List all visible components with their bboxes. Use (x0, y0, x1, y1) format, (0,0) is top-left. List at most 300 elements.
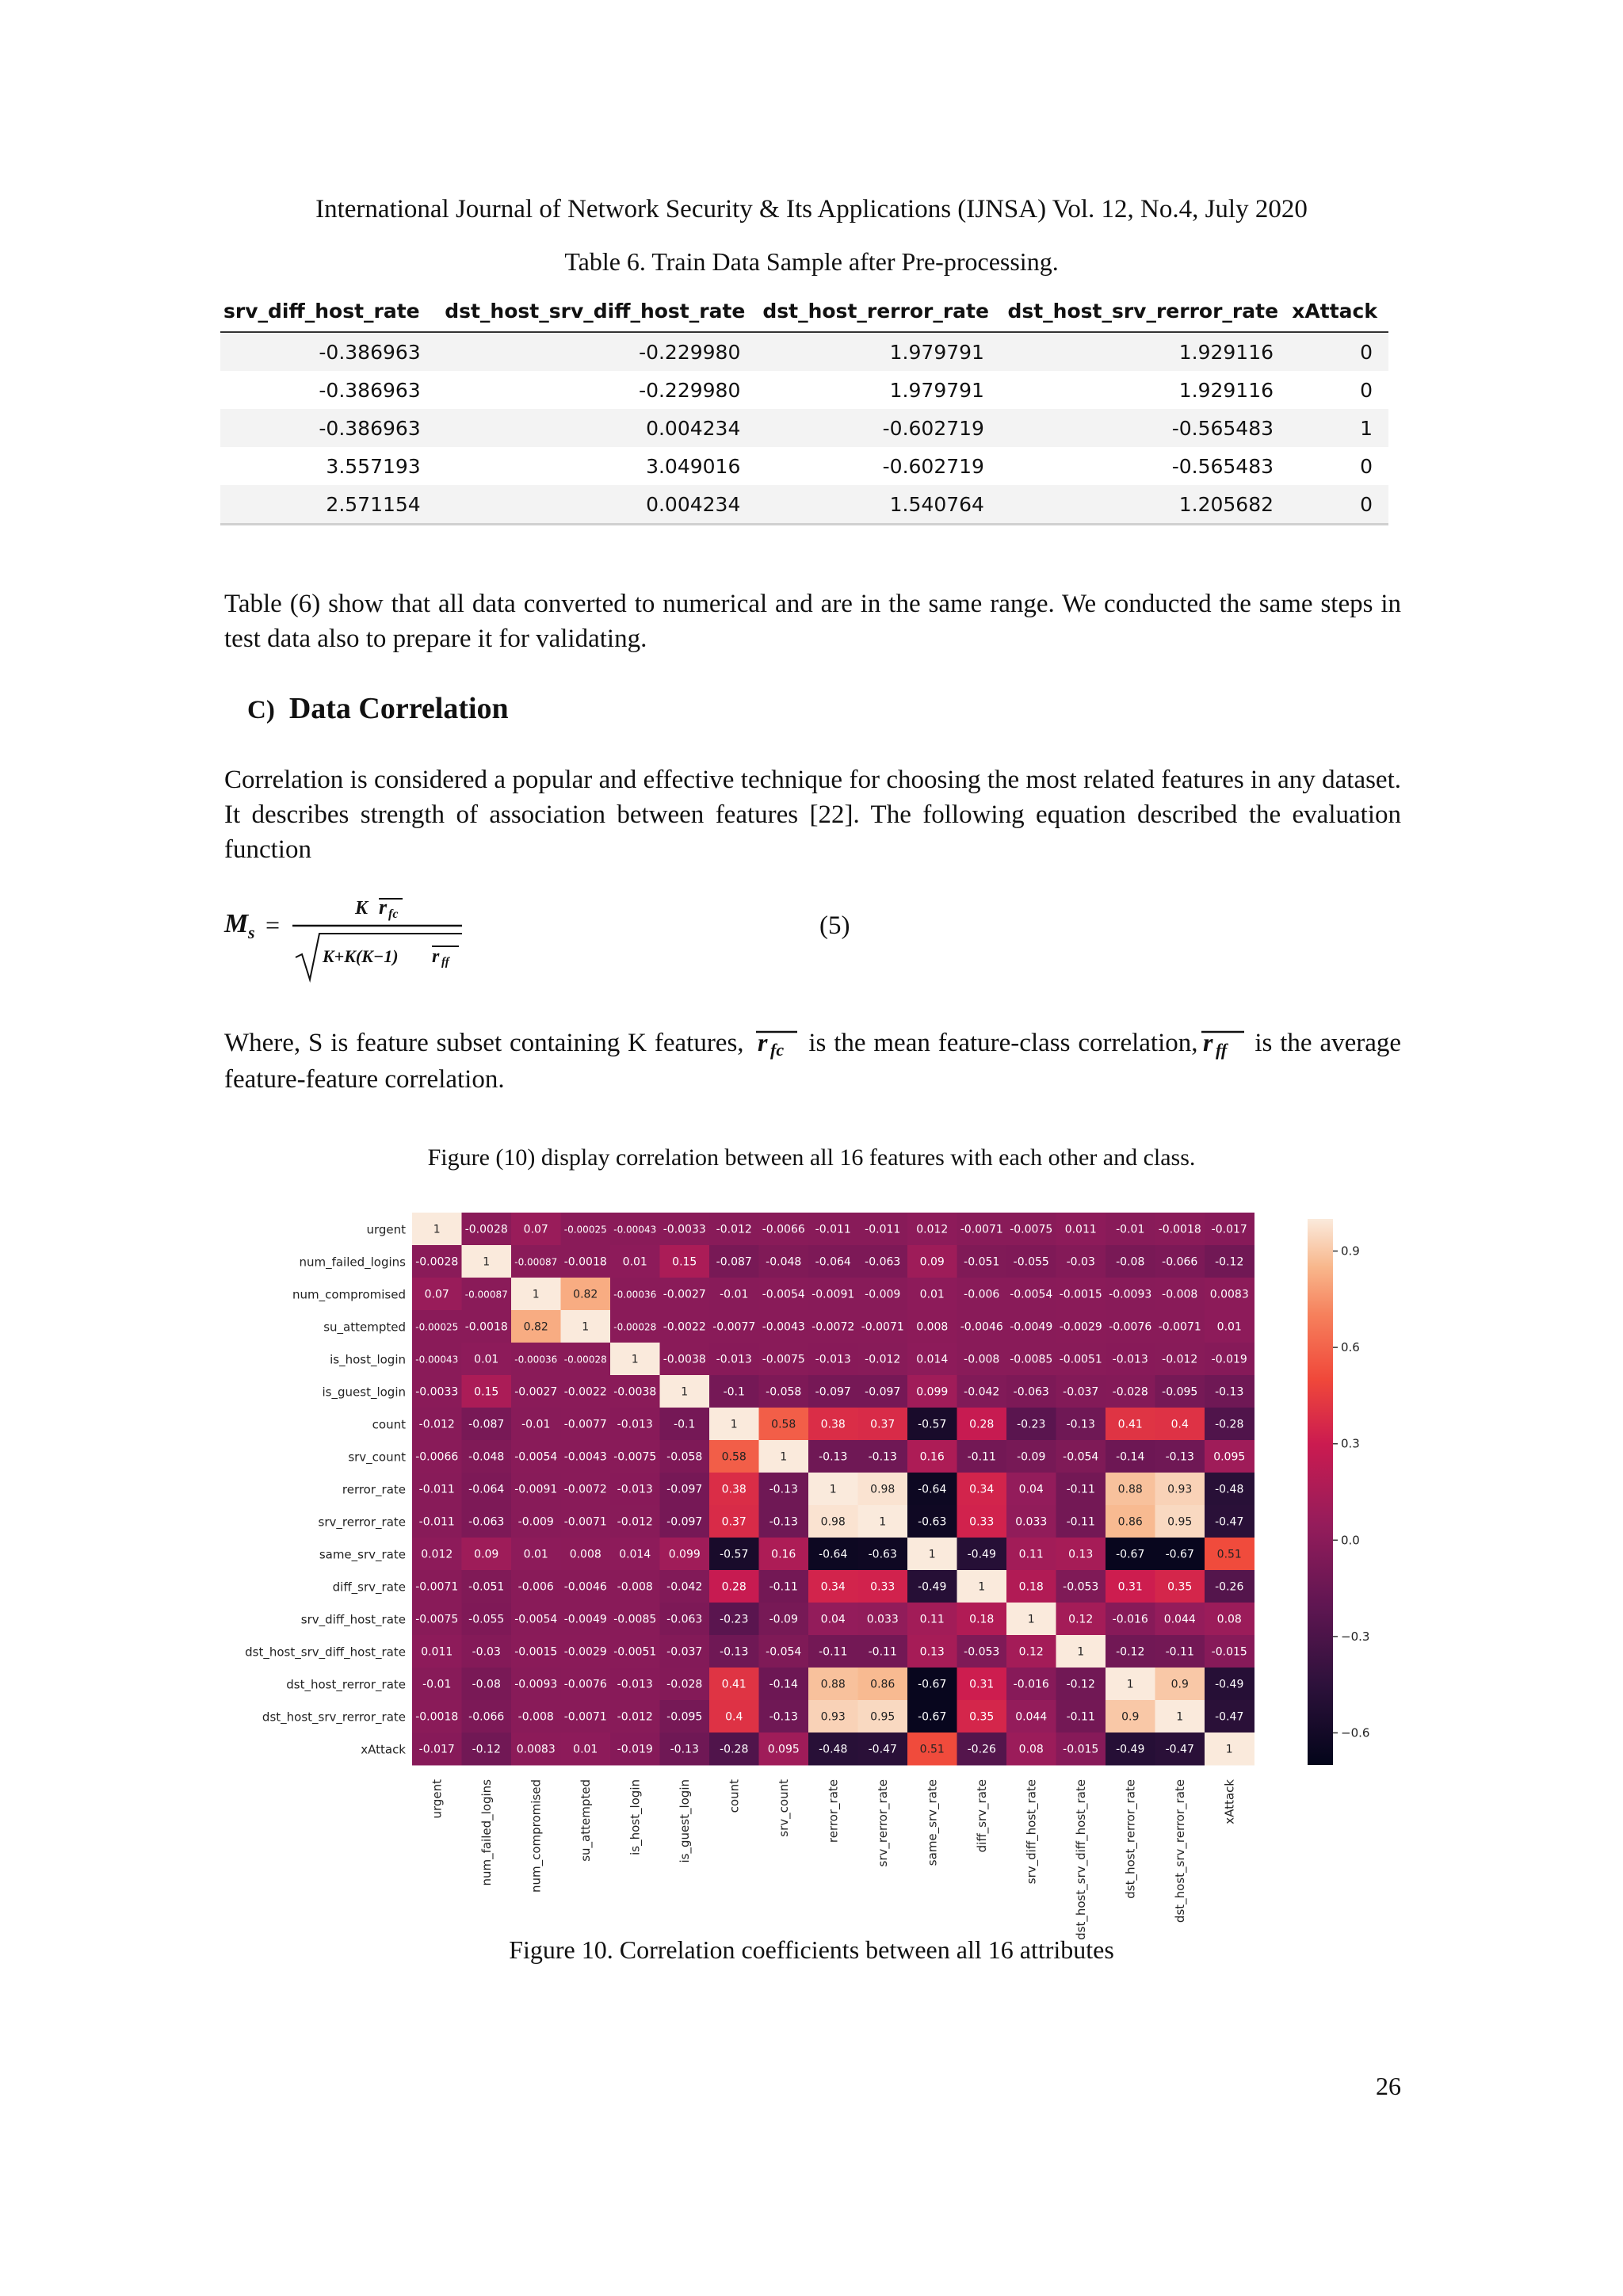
paragraph-where (224, 1026, 1401, 1097)
heatmap-cell-label: 0.35 (1167, 1580, 1193, 1594)
heatmap-cell-label: -0.11 (967, 1450, 996, 1464)
heatmap-cell-label: -0.49 (1215, 1678, 1244, 1691)
heatmap-cell-label: -0.48 (819, 1743, 848, 1756)
equation-number: (5) (819, 911, 850, 940)
heatmap-cell-label: 0.011 (1064, 1223, 1097, 1236)
heatmap-cell-label: -0.0071 (563, 1710, 607, 1724)
heatmap-cell-label: 0.95 (870, 1710, 896, 1724)
heatmap-cell-label: -0.13 (1165, 1450, 1194, 1464)
heatmap-cell-label: 0.13 (1068, 1548, 1094, 1561)
table-cell: -0.386963 (220, 332, 437, 371)
heatmap-cell-label: -0.11 (1066, 1515, 1095, 1529)
heatmap-cell-label: -0.087 (716, 1255, 752, 1269)
heatmap-cell-label: -0.0043 (563, 1450, 607, 1464)
heatmap-cell-label: 0.01 (523, 1548, 548, 1561)
svg-text:=: = (265, 911, 281, 939)
heatmap-cell-label: -0.49 (1116, 1743, 1145, 1756)
table-header-cell: srv_diff_host_rate (220, 292, 437, 332)
heatmap-cell-label: -0.00043 (613, 1224, 657, 1236)
where-text-1: Where, S is feature subset containing K features, (224, 1029, 744, 1057)
heatmap-cell-label: 0.15 (474, 1385, 499, 1399)
y-tick-label: dst_host_srv_rerror_rate (262, 1710, 406, 1725)
heatmap-cell-label: -0.0066 (415, 1450, 459, 1464)
heatmap-cell-label: -0.47 (1165, 1743, 1194, 1756)
x-tick-label: su_attempted (578, 1779, 593, 1862)
heatmap-cell-label: -0.009 (865, 1288, 901, 1301)
heatmap-cell-label: -0.47 (1215, 1515, 1244, 1529)
table-header-row (220, 292, 1388, 332)
where-text-3: is the average feature-feature correlation. (224, 1029, 1402, 1095)
table-cell: 0.004234 (437, 485, 757, 525)
heatmap-cell-label: -0.00028 (613, 1321, 657, 1333)
heatmap-cell-label: 1 (483, 1255, 491, 1269)
equation-merit (224, 892, 478, 988)
heatmap-cell-label: 0.33 (969, 1515, 995, 1529)
heatmap-cell-label: -0.12 (1116, 1645, 1145, 1659)
table-row (220, 409, 1388, 447)
heatmap-cell-label: -0.011 (418, 1483, 455, 1496)
heatmap-cell-label: -0.13 (1066, 1418, 1095, 1431)
table-cell: 1.979791 (756, 332, 1000, 371)
heatmap-cell-label: -0.0049 (563, 1613, 607, 1626)
correlation-heatmap (214, 1197, 1370, 1940)
table-row (220, 371, 1388, 409)
heatmap-cell-label: -0.11 (769, 1580, 798, 1594)
y-tick-label: num_compromised (292, 1287, 406, 1302)
heatmap-cell-label: -0.03 (472, 1645, 501, 1659)
heatmap-cell-label: -0.0054 (762, 1288, 805, 1301)
heatmap-cell-label: 0.4 (1170, 1418, 1189, 1431)
heatmap-cell-label: -0.0093 (514, 1678, 558, 1691)
x-tick-label: num_compromised (529, 1779, 544, 1893)
table-cell: -0.229980 (437, 332, 757, 371)
table-header-cell: dst_host_rerror_rate (756, 292, 1000, 332)
heatmap-cell-label: -0.051 (964, 1255, 1000, 1269)
heatmap-cell-label: 0.07 (523, 1223, 548, 1236)
heatmap-cell-label: -0.008 (964, 1353, 1000, 1366)
x-tick-label: same_srv_rate (925, 1779, 940, 1866)
table-cell: 1.205682 (1000, 485, 1289, 525)
heatmap-cell-label: 0.9 (1170, 1678, 1189, 1691)
heatmap-cell-label: 0.01 (474, 1353, 499, 1366)
heatmap-cell-label: -0.64 (819, 1548, 848, 1561)
x-tick-label: num_failed_logins (479, 1779, 494, 1886)
heatmap-cell-label: -0.053 (1063, 1580, 1099, 1594)
heatmap-cell-label: 0.16 (919, 1450, 945, 1464)
heatmap-cell-label: -0.0085 (613, 1613, 657, 1626)
heatmap-cell-label: -0.0015 (1059, 1288, 1102, 1301)
heatmap-cell-label: -0.0022 (563, 1385, 607, 1399)
heatmap-cell-label: -0.00025 (415, 1321, 459, 1333)
y-tick-label: xAttack (361, 1742, 406, 1757)
heatmap-cell-label: -0.054 (1063, 1450, 1099, 1464)
heatmap-cell-label: 0.014 (619, 1548, 651, 1561)
heatmap-cell-label: 0.93 (820, 1710, 846, 1724)
heatmap-cell-label: -0.0027 (514, 1385, 558, 1399)
heatmap-cell-label: -0.066 (1162, 1255, 1198, 1269)
heatmap-cell-label: -0.008 (1162, 1288, 1198, 1301)
heatmap-cell-label: 0.12 (1068, 1613, 1094, 1626)
heatmap-cell-label: 0.4 (725, 1710, 743, 1724)
heatmap-cell-label: -0.08 (472, 1678, 501, 1691)
heatmap-cell-label: 0.28 (721, 1580, 747, 1594)
heatmap-cell-label: 0.012 (916, 1223, 949, 1236)
heatmap-cell-label: 1 (730, 1418, 738, 1431)
x-tick-label: is_guest_login (677, 1779, 692, 1863)
heatmap-cell-label: 1 (1027, 1613, 1035, 1626)
heatmap-cell-label: -0.49 (918, 1580, 947, 1594)
heatmap-cell-label: -0.0075 (613, 1450, 657, 1464)
svg-text:r: r (432, 946, 440, 967)
heatmap-cell-label: -0.0038 (663, 1353, 706, 1366)
svg-text:r: r (1202, 1028, 1212, 1057)
y-tick-label: is_host_login (330, 1352, 406, 1367)
table-cell: 1 (1289, 409, 1388, 447)
svg-text:ff: ff (1215, 1040, 1227, 1060)
heatmap-cell-label: 0.044 (1163, 1613, 1196, 1626)
heatmap-cell-label: -0.0043 (762, 1320, 805, 1334)
heatmap-cell-label: -0.055 (1013, 1255, 1049, 1269)
heatmap-cell-label: 0.38 (820, 1418, 846, 1431)
heatmap-cell-label: -0.12 (1066, 1678, 1095, 1691)
heatmap-cell-label: 0.86 (870, 1678, 896, 1691)
heatmap-cell-label: -0.0049 (1010, 1320, 1053, 1334)
heatmap-cell-label: -0.49 (967, 1548, 996, 1561)
heatmap-cell-label: 0.13 (919, 1645, 945, 1659)
heatmap-cell-label: -0.013 (716, 1353, 752, 1366)
heatmap-cell-label: -0.0076 (563, 1678, 607, 1691)
svg-text:K+K(K−1): K+K(K−1) (323, 946, 399, 966)
heatmap-cell-label: -0.13 (868, 1450, 897, 1464)
heatmap-cell-label: -0.00036 (613, 1289, 657, 1301)
heatmap-cell-label: -0.028 (1112, 1385, 1148, 1399)
heatmap-cell-label: -0.13 (1215, 1385, 1244, 1399)
heatmap-cell-label: -0.11 (868, 1645, 897, 1659)
colorbar (1308, 1219, 1333, 1765)
heatmap-cell-label: -0.013 (815, 1353, 851, 1366)
heatmap-cell-label: -0.097 (815, 1385, 851, 1399)
heatmap-cell-label: 0.011 (421, 1645, 453, 1659)
heatmap-cell-label: -0.012 (865, 1353, 901, 1366)
heatmap-cell-label: -0.0051 (613, 1645, 657, 1659)
heatmap-cell-label: -0.13 (769, 1515, 798, 1529)
heatmap-cell-label: 0.18 (1018, 1580, 1044, 1594)
heatmap-cell-label: 1 (978, 1580, 986, 1594)
table-cell: -0.386963 (220, 409, 437, 447)
heatmap-cell-label: -0.63 (868, 1548, 897, 1561)
heatmap-cell-label: 0.15 (672, 1255, 697, 1269)
heatmap-cell-label: -0.064 (468, 1483, 505, 1496)
heatmap-cell-label: -0.00043 (415, 1354, 459, 1366)
heatmap-cell-label: -0.013 (1112, 1353, 1148, 1366)
heatmap-cell-label: 0.044 (1015, 1710, 1048, 1724)
heatmap-cell-label: 0.01 (573, 1743, 598, 1756)
heatmap-cell-label: 0.82 (523, 1320, 548, 1334)
heatmap-cell-label: -0.64 (918, 1483, 947, 1496)
heatmap-cell-label: -0.0028 (415, 1255, 459, 1269)
heatmap-cell-label: -0.063 (666, 1613, 703, 1626)
table-cell: 1.929116 (1178, 378, 1274, 402)
heatmap-cell-label: -0.097 (666, 1483, 703, 1496)
table-cell: 1.929116 (1000, 332, 1289, 371)
heatmap-cell-label: -0.0046 (960, 1320, 1003, 1334)
heatmap-cell-label: -0.017 (418, 1743, 455, 1756)
heatmap-cell-label: 0.18 (969, 1613, 995, 1626)
heatmap-cell-label: -0.00036 (514, 1354, 558, 1366)
x-tick-label: count (727, 1779, 742, 1813)
y-tick-label: dst_host_srv_diff_host_rate (245, 1645, 406, 1660)
heatmap-cell-label: -0.11 (1165, 1645, 1194, 1659)
heatmap-cell-label: 0.58 (771, 1418, 796, 1431)
svg-text:K: K (355, 898, 369, 919)
heatmap-cell-label: -0.1 (723, 1385, 745, 1399)
heatmap-cell-label: -0.006 (964, 1288, 1000, 1301)
heatmap-cell-label: 0.01 (919, 1288, 945, 1301)
x-tick-label: is_host_login (628, 1779, 643, 1855)
y-tick-label: su_attempted (323, 1320, 406, 1335)
heatmap-cell-label: 0.008 (569, 1548, 601, 1561)
heatmap-cell-label: -0.0051 (1059, 1353, 1102, 1366)
heatmap-cell-label: 0.08 (1018, 1743, 1044, 1756)
heatmap-cell-label: 0.88 (1117, 1483, 1143, 1496)
x-tick-label: dst_host_rerror_rate (1123, 1779, 1138, 1899)
heatmap-cell-label: 0.0083 (516, 1743, 556, 1756)
x-tick-label: diff_srv_rate (974, 1779, 989, 1853)
heatmap-cell-label: 1 (780, 1450, 788, 1464)
heatmap-cell-label: -0.0027 (663, 1288, 706, 1301)
heatmap-cell-label: -0.01 (521, 1418, 551, 1431)
heatmap-cell-label: -0.012 (617, 1515, 653, 1529)
figure-intro: Figure (10) display correlation between all 16 features with each other and class. (427, 1144, 1196, 1171)
x-tick-label: xAttack (1222, 1779, 1237, 1824)
heatmap-cell-label: 0.04 (820, 1613, 846, 1626)
heatmap-cell-label: -0.26 (1215, 1580, 1244, 1594)
heatmap-cell-label: 0.28 (969, 1418, 995, 1431)
heatmap-cell-label: 0.41 (721, 1678, 747, 1691)
heatmap-cell-label: -0.048 (468, 1450, 505, 1464)
heatmap-cell-label: 0.34 (969, 1483, 995, 1496)
heatmap-cell-label: -0.054 (766, 1645, 802, 1659)
heatmap-cell-label: -0.0066 (762, 1223, 805, 1236)
heatmap-cell-label: -0.23 (1017, 1418, 1046, 1431)
table-row (220, 332, 1388, 371)
heatmap-cell-label: -0.053 (964, 1645, 1000, 1659)
heatmap-cell-label: 0.095 (1213, 1450, 1246, 1464)
heatmap-cell-label: 1 (928, 1548, 936, 1561)
train-data-table (220, 292, 1388, 525)
heatmap-cell-label: -0.019 (617, 1743, 653, 1756)
heatmap-cell-label: -0.064 (815, 1255, 851, 1269)
heatmap-cell-label: -0.0071 (1158, 1320, 1201, 1334)
heatmap-cell-label: -0.0054 (514, 1450, 558, 1464)
heatmap-cell-label: 0.98 (820, 1515, 846, 1529)
heatmap-cell-label: 1 (829, 1483, 837, 1496)
svg-text:r: r (758, 1028, 768, 1057)
heatmap-cell-label: 0.31 (969, 1678, 995, 1691)
heatmap-cell-label: -0.0046 (563, 1580, 607, 1594)
table-cell: 0 (1289, 332, 1388, 371)
heatmap-cell-label: -0.055 (468, 1613, 505, 1626)
where-text-2: is the mean feature-class correlation, (808, 1029, 1198, 1057)
heatmap-cell-label: -0.037 (1063, 1385, 1099, 1399)
svg-text:r: r (379, 896, 388, 919)
heatmap-cell-label: -0.0091 (812, 1288, 855, 1301)
table-cell: 1.979791 (889, 378, 984, 402)
heatmap-cell-label: 0.099 (668, 1548, 701, 1561)
table-cell: -0.386963 (319, 378, 421, 402)
x-tick-label: urgent (430, 1779, 445, 1819)
heatmap-cell-label: -0.008 (617, 1580, 653, 1594)
colorbar-tick-label: 0.6 (1341, 1340, 1360, 1355)
heatmap-cell-label: -0.042 (666, 1580, 703, 1594)
heatmap-cell-label: -0.0071 (960, 1223, 1003, 1236)
table-cell: -0.602719 (756, 409, 1000, 447)
heatmap-cell-label: 1 (1225, 1743, 1233, 1756)
table-cell: 3.557193 (326, 454, 421, 478)
heatmap-cell-label: 1 (433, 1223, 441, 1236)
y-tick-label: diff_srv_rate (332, 1580, 406, 1595)
svg-text:fc: fc (388, 907, 399, 921)
table-header-cell: xAttack (1289, 292, 1388, 332)
heatmap-cell-label: 0.35 (969, 1710, 995, 1724)
heatmap-cell-label: 0.008 (916, 1320, 949, 1334)
heatmap-cell-label: -0.037 (666, 1645, 703, 1659)
heatmap-cell-label: -0.0091 (514, 1483, 558, 1496)
y-tick-label: srv_diff_host_rate (300, 1612, 406, 1627)
heatmap-cell-label: -0.048 (766, 1255, 802, 1269)
heatmap-cell-label: -0.058 (766, 1385, 802, 1399)
heatmap-cell-label: 0.11 (1018, 1548, 1044, 1561)
paragraph-table-explanation: Table (6) show that all data converted to numerical and are in the same range. We conducted the same steps in test data also to prepare it for validating. (224, 590, 1401, 653)
rff-symbol (1198, 1027, 1247, 1062)
heatmap-cell-label: -0.017 (1211, 1223, 1247, 1236)
heatmap-cell-label: -0.063 (865, 1255, 901, 1269)
heatmap-cell-label: 0.01 (1216, 1320, 1242, 1334)
heatmap-cell-label: 1 (681, 1385, 689, 1399)
heatmap-cell-label: -0.042 (964, 1385, 1000, 1399)
table-row (220, 447, 1388, 485)
heatmap-cell-label: 0.095 (767, 1743, 800, 1756)
table-cell: 3.049016 (646, 454, 741, 478)
paragraph-correlation-intro: Correlation is considered a popular and effective technique for choosing the most related features in any dataset. It describes strength of association between features [22]. The following equation described the evaluation function (224, 766, 1401, 864)
heatmap-cell-label: 0.98 (870, 1483, 896, 1496)
table-cell: 0 (1289, 485, 1388, 525)
heatmap-cell-label: 0.014 (916, 1353, 949, 1366)
heatmap-cell-label: -0.063 (1013, 1385, 1049, 1399)
heatmap-cell-label: 0.34 (820, 1580, 846, 1594)
heatmap-cell-label: -0.23 (720, 1613, 749, 1626)
x-tick-label: srv_diff_host_rate (1024, 1779, 1039, 1885)
heatmap-cell-label: 1 (582, 1320, 590, 1334)
heatmap-cell-label: 0.099 (916, 1385, 949, 1399)
heatmap-cell-label: 0.9 (1121, 1710, 1140, 1724)
table-cell: -0.565483 (1000, 409, 1289, 447)
heatmap-cell-label: -0.015 (1211, 1645, 1247, 1659)
y-tick-label: srv_count (348, 1450, 406, 1465)
heatmap-cell-label: -0.012 (418, 1418, 455, 1431)
heatmap-cell-label: -0.019 (1211, 1353, 1247, 1366)
table-body (220, 332, 1388, 525)
heatmap-cell-label: -0.0029 (1059, 1320, 1102, 1334)
table-cell: 0 (1360, 454, 1373, 478)
heatmap-cell-label: -0.011 (865, 1223, 901, 1236)
heatmap-cell-label: -0.0077 (563, 1418, 607, 1431)
heatmap-cell-label: -0.012 (617, 1710, 653, 1724)
heatmap-cell-label: -0.09 (1017, 1450, 1046, 1464)
heatmap-cell-label: -0.63 (918, 1515, 947, 1529)
heatmap-cell-label: -0.00025 (563, 1224, 607, 1236)
x-tick-label: dst_host_srv_diff_host_rate (1073, 1779, 1088, 1940)
heatmap-cell-label: -0.087 (468, 1418, 505, 1431)
heatmap-cell-label: 1 (532, 1288, 540, 1301)
heatmap-cell-label: -0.14 (1116, 1450, 1145, 1464)
heatmap-cell-label: -0.26 (967, 1743, 996, 1756)
heatmap-cell-label: -0.11 (819, 1645, 848, 1659)
y-tick-label: same_srv_rate (319, 1547, 406, 1562)
heatmap-cell-label: -0.006 (517, 1580, 554, 1594)
heatmap-cell-label: -0.0075 (762, 1353, 805, 1366)
section-title: Data Correlation (288, 692, 509, 725)
heatmap-cell-label: -0.0028 (464, 1223, 508, 1236)
heatmap-cell-label: -0.13 (670, 1743, 699, 1756)
heatmap-cell-label: 0.51 (919, 1743, 945, 1756)
heatmap-cell-label: -0.0054 (1010, 1288, 1053, 1301)
heatmap-cell-label: -0.0033 (415, 1385, 459, 1399)
table-cell: -0.602719 (882, 454, 984, 478)
heatmap-cell-label: 0.07 (424, 1288, 449, 1301)
heatmap-cell-label: -0.03 (1066, 1255, 1095, 1269)
heatmap-cell-label: -0.01 (720, 1288, 749, 1301)
heatmap-cell-label: -0.051 (468, 1580, 505, 1594)
heatmap-cell-label: 0.01 (622, 1255, 647, 1269)
heatmap-cell-label: 0.41 (1117, 1418, 1143, 1431)
heatmap-cell-label: 0.58 (721, 1450, 747, 1464)
heatmap-cell-label: -0.01 (1116, 1223, 1145, 1236)
table-header-cell: dst_host_srv_rerror_rate (1000, 292, 1289, 332)
heatmap-cell-label: -0.097 (666, 1515, 703, 1529)
heatmap-cell-label: -0.08 (1116, 1255, 1145, 1269)
heatmap-cell-label: -0.1 (674, 1418, 696, 1431)
heatmap-cell-label: 1 (1126, 1678, 1134, 1691)
heatmap-cell-label: 0.12 (1018, 1645, 1044, 1659)
svg-text:fc: fc (770, 1040, 785, 1060)
heatmap-cell-label: -0.0033 (663, 1223, 706, 1236)
figure-caption: Figure 10. Correlation coefficients between all 16 attributes (509, 1935, 1114, 1964)
section-heading (247, 691, 509, 726)
x-tick-label: srv_rerror_rate (875, 1779, 890, 1867)
heatmap-cell-label: -0.11 (1066, 1710, 1095, 1724)
heatmap-cell-label: -0.13 (819, 1450, 848, 1464)
colorbar-tick-label: −0.3 (1341, 1629, 1370, 1644)
y-tick-label: is_guest_login (322, 1385, 406, 1400)
table-cell: 0.004234 (437, 409, 757, 447)
heatmap-cell-label: 0.16 (771, 1548, 796, 1561)
y-tick-label: rerror_rate (342, 1482, 406, 1497)
heatmap-cell-label: -0.012 (1162, 1353, 1198, 1366)
rfc-symbol (751, 1027, 800, 1062)
heatmap-cell-label: 0.09 (919, 1255, 945, 1269)
y-tick-label: urgent (366, 1222, 406, 1237)
heatmap-cell-label: -0.0071 (861, 1320, 904, 1334)
heatmap-cell-label: 0.09 (474, 1548, 499, 1561)
heatmap-cell-label: 0.033 (1015, 1515, 1048, 1529)
y-tick-label: srv_rerror_rate (318, 1515, 406, 1530)
heatmap-cell-label: -0.0071 (415, 1580, 459, 1594)
colorbar-tick-label: −0.6 (1341, 1725, 1370, 1740)
heatmap-cell-label: -0.0072 (812, 1320, 855, 1334)
heatmap-cell-label: -0.0093 (1109, 1288, 1152, 1301)
heatmap-cell-label: 0.37 (721, 1515, 747, 1529)
